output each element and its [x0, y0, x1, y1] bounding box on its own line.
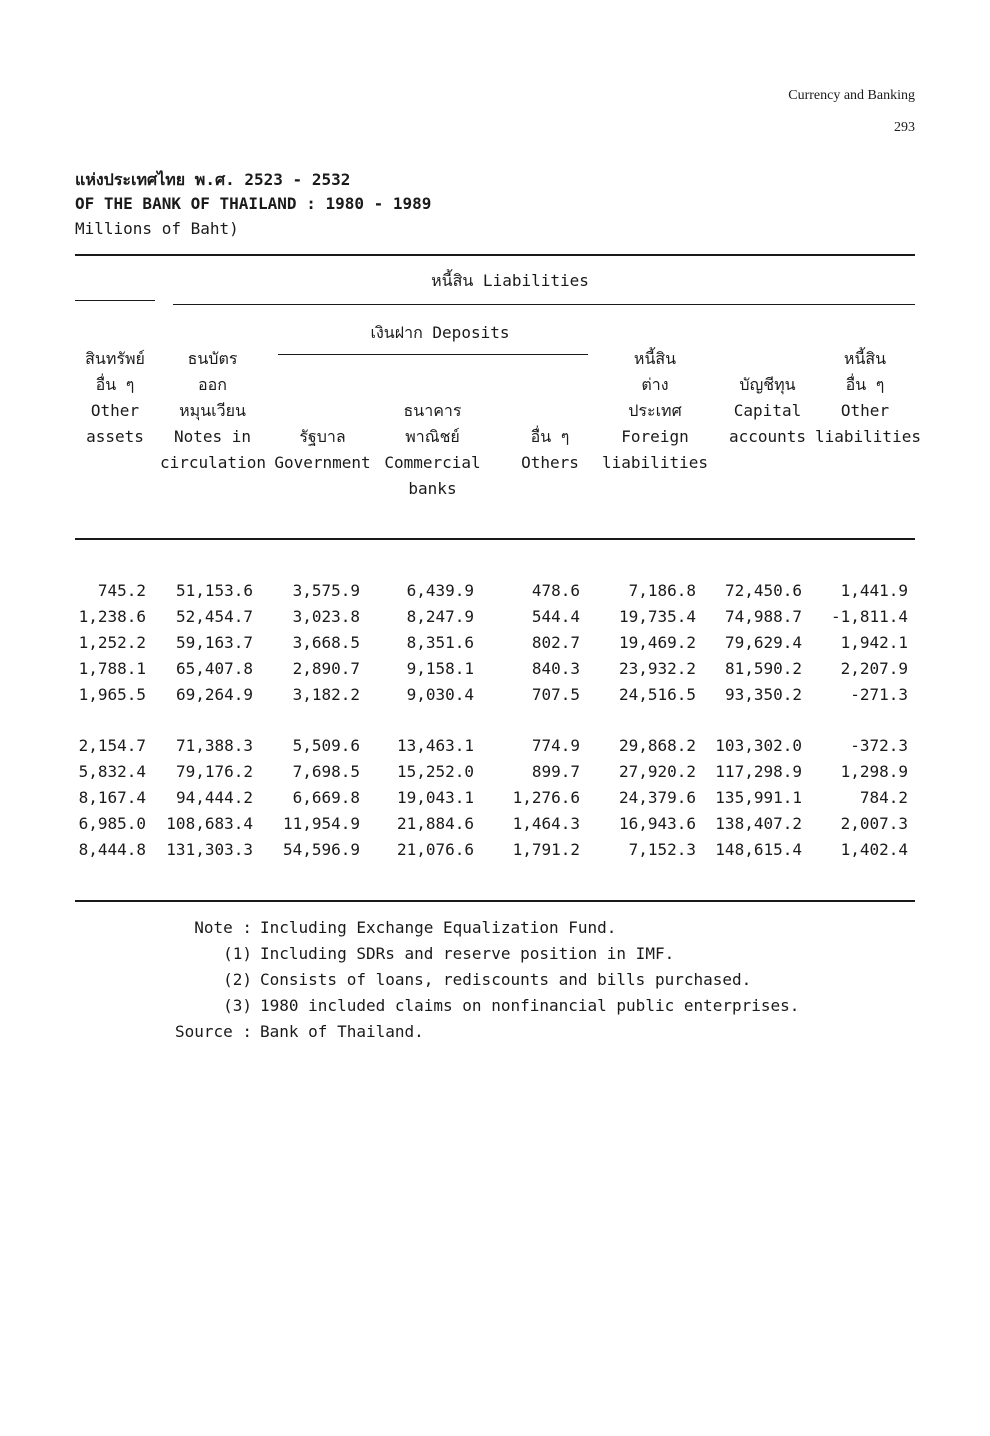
cell-capital: 117,298.9	[715, 762, 802, 781]
cell-capital: 74,988.7	[724, 607, 802, 626]
cell-government: 3,575.9	[292, 581, 360, 600]
table-unit: Millions of Baht)	[75, 219, 239, 238]
col-header-line: อื่น ๆ	[95, 375, 135, 394]
cell-other-liabilities: -1,811.4	[830, 607, 908, 626]
cell-others: 1,276.6	[512, 788, 580, 807]
col-header-line: liabilities	[602, 453, 708, 472]
cell-capital: 103,302.0	[715, 736, 802, 755]
cell-foreign: 7,152.3	[628, 840, 696, 859]
cell-notes: 65,407.8	[175, 659, 253, 678]
col-header-commercial	[380, 398, 485, 502]
cell-other-assets: 5,832.4	[78, 762, 146, 781]
cell-others: 774.9	[531, 736, 580, 755]
cell-notes: 131,303.3	[166, 840, 253, 859]
note-label: (3)	[223, 996, 252, 1015]
cell-other-liabilities: 1,441.9	[840, 581, 908, 600]
cell-capital: 72,450.6	[724, 581, 802, 600]
cell-foreign: 29,868.2	[618, 736, 696, 755]
cell-government: 7,698.5	[292, 762, 360, 781]
col-header-line: ออก	[198, 375, 227, 394]
running-head-title: Currency and Banking	[788, 88, 915, 103]
table-row	[0, 814, 990, 840]
cell-foreign: 23,932.2	[618, 659, 696, 678]
cell-other-assets: 6,985.0	[78, 814, 146, 833]
cell-government: 3,668.5	[292, 633, 360, 652]
note-label: Note :	[194, 918, 252, 937]
note-text: Consists of loans, rediscounts and bills purchased.	[260, 970, 752, 989]
col-header-line: Foreign	[621, 427, 689, 446]
cell-commercial: 19,043.1	[396, 788, 474, 807]
cell-notes: 94,444.2	[175, 788, 253, 807]
cell-others: 802.7	[531, 633, 580, 652]
cell-government: 5,509.6	[292, 736, 360, 755]
cell-capital: 79,629.4	[724, 633, 802, 652]
col-header-government	[270, 424, 375, 476]
table-row	[0, 762, 990, 788]
cell-foreign: 7,186.8	[628, 581, 696, 600]
col-header-line: Capital	[733, 401, 802, 420]
cell-government: 2,890.7	[292, 659, 360, 678]
col-header-line: Other	[90, 401, 140, 420]
cell-commercial: 9,030.4	[406, 685, 474, 704]
cell-government: 3,023.8	[292, 607, 360, 626]
cell-commercial: 13,463.1	[396, 736, 474, 755]
col-header-line: หมุนเวียน	[179, 401, 246, 420]
cell-commercial: 15,252.0	[396, 762, 474, 781]
cell-notes: 51,153.6	[175, 581, 253, 600]
assets-rule	[75, 300, 155, 301]
cell-other-assets: 745.2	[97, 581, 146, 600]
cell-foreign: 24,379.6	[618, 788, 696, 807]
cell-others: 478.6	[531, 581, 580, 600]
cell-other-assets: 2,154.7	[78, 736, 146, 755]
cell-other-assets: 8,444.8	[78, 840, 146, 859]
cell-capital: 81,590.2	[724, 659, 802, 678]
cell-foreign: 19,735.4	[618, 607, 696, 626]
col-header-line: ธนบัตร	[187, 349, 238, 368]
page-number: 293	[894, 120, 915, 135]
cell-other-liabilities: 1,942.1	[840, 633, 908, 652]
cell-other-liabilities: 784.2	[859, 788, 908, 807]
cell-others: 1,791.2	[512, 840, 580, 859]
col-header-line: สินทรัพย์	[85, 349, 145, 368]
col-header-others	[505, 424, 595, 476]
table-row	[0, 633, 990, 659]
cell-other-liabilities: -271.3	[850, 685, 908, 704]
source-label: Source :	[174, 1022, 252, 1041]
col-header-line: assets	[86, 427, 144, 446]
cell-others: 707.5	[531, 685, 580, 704]
cell-capital: 148,615.4	[715, 840, 802, 859]
col-header-other-assets	[75, 346, 155, 450]
cell-government: 6,669.8	[292, 788, 360, 807]
cell-government: 11,954.9	[282, 814, 360, 833]
col-header-line: liabilities	[815, 427, 921, 446]
table-row	[0, 659, 990, 685]
cell-other-liabilities: 1,402.4	[840, 840, 908, 859]
col-header-line: อื่น ๆ	[845, 375, 885, 394]
col-header-notes	[160, 346, 265, 476]
col-header-other-liabilities	[815, 346, 921, 450]
note-label: (2)	[223, 970, 252, 989]
cell-other-assets: 1,252.2	[78, 633, 146, 652]
cell-others: 1,464.3	[512, 814, 580, 833]
note-text: Including SDRs and reserve position in IMF.	[260, 944, 675, 963]
source-text: Bank of Thailand.	[260, 1022, 424, 1041]
col-header-line: ธนาคาร	[403, 401, 462, 420]
cell-foreign: 24,516.5	[618, 685, 696, 704]
cell-commercial: 21,884.6	[396, 814, 474, 833]
cell-commercial: 8,351.6	[406, 633, 474, 652]
cell-notes: 52,454.7	[175, 607, 253, 626]
cell-other-assets: 1,965.5	[78, 685, 146, 704]
cell-others: 544.4	[531, 607, 580, 626]
table-title-thai: แห่งประเทศไทย พ.ศ. 2523 - 2532	[75, 170, 351, 189]
top-rule	[75, 254, 915, 256]
col-header-line: Commercial	[384, 453, 481, 472]
col-header-line: ต่าง	[641, 375, 669, 394]
col-header-line: circulation	[160, 453, 266, 472]
cell-others: 899.7	[531, 762, 580, 781]
col-header-capital	[720, 372, 815, 450]
table-row	[0, 788, 990, 814]
table-row	[0, 607, 990, 633]
cell-commercial: 21,076.6	[396, 840, 474, 859]
cell-commercial: 8,247.9	[406, 607, 474, 626]
cell-other-assets: 8,167.4	[78, 788, 146, 807]
col-header-line: หนี้สิน	[843, 349, 887, 368]
note-text: 1980 included claims on nonfinancial public enterprises.	[260, 996, 800, 1015]
cell-capital: 135,991.1	[715, 788, 802, 807]
col-header-line: Other	[840, 401, 890, 420]
col-header-line: รัฐบาล	[299, 427, 346, 446]
col-header-line: Notes in	[173, 427, 252, 446]
cell-capital: 138,407.2	[715, 814, 802, 833]
cell-government: 54,596.9	[282, 840, 360, 859]
col-header-line: ประเทศ	[628, 401, 682, 420]
cell-foreign: 16,943.6	[618, 814, 696, 833]
cell-others: 840.3	[531, 659, 580, 678]
cell-notes: 59,163.7	[175, 633, 253, 652]
cell-notes: 71,388.3	[175, 736, 253, 755]
table-row	[0, 736, 990, 762]
cell-other-liabilities: 2,207.9	[840, 659, 908, 678]
col-header-line: Government	[274, 453, 371, 472]
cell-other-liabilities: -372.3	[850, 736, 908, 755]
cell-other-liabilities: 1,298.9	[840, 762, 908, 781]
table-row	[0, 685, 990, 711]
cell-other-liabilities: 2,007.3	[840, 814, 908, 833]
deposits-header: เงินฝาก Deposits	[370, 323, 510, 342]
cell-notes: 108,683.4	[166, 814, 253, 833]
table-row	[0, 581, 990, 607]
col-header-line: accounts	[728, 427, 807, 446]
header-bottom-rule	[75, 538, 915, 540]
deposits-rule	[278, 354, 588, 355]
cell-notes: 79,176.2	[175, 762, 253, 781]
col-header-line: บัญชีทุน	[739, 375, 796, 394]
col-header-line: พาณิชย์	[405, 427, 460, 446]
col-header-line: Others	[521, 453, 579, 472]
note-text: Including Exchange Equalization Fund.	[260, 918, 617, 937]
col-header-line: อื่น ๆ	[530, 427, 570, 446]
cell-other-assets: 1,238.6	[78, 607, 146, 626]
cell-commercial: 9,158.1	[406, 659, 474, 678]
cell-commercial: 6,439.9	[406, 581, 474, 600]
table-row	[0, 840, 990, 866]
note-label: (1)	[223, 944, 252, 963]
liabilities-rule	[173, 304, 915, 305]
col-header-foreign	[600, 346, 710, 476]
table-title-english: OF THE BANK OF THAILAND : 1980 - 1989	[75, 194, 432, 213]
cell-other-assets: 1,788.1	[78, 659, 146, 678]
cell-capital: 93,350.2	[724, 685, 802, 704]
table-bottom-rule	[75, 900, 915, 902]
col-header-line: banks	[408, 479, 457, 498]
cell-notes: 69,264.9	[175, 685, 253, 704]
cell-foreign: 27,920.2	[618, 762, 696, 781]
liabilities-header: หนี้สิน Liabilities	[431, 271, 589, 290]
cell-foreign: 19,469.2	[618, 633, 696, 652]
cell-government: 3,182.2	[292, 685, 360, 704]
col-header-line: หนี้สิน	[633, 349, 677, 368]
